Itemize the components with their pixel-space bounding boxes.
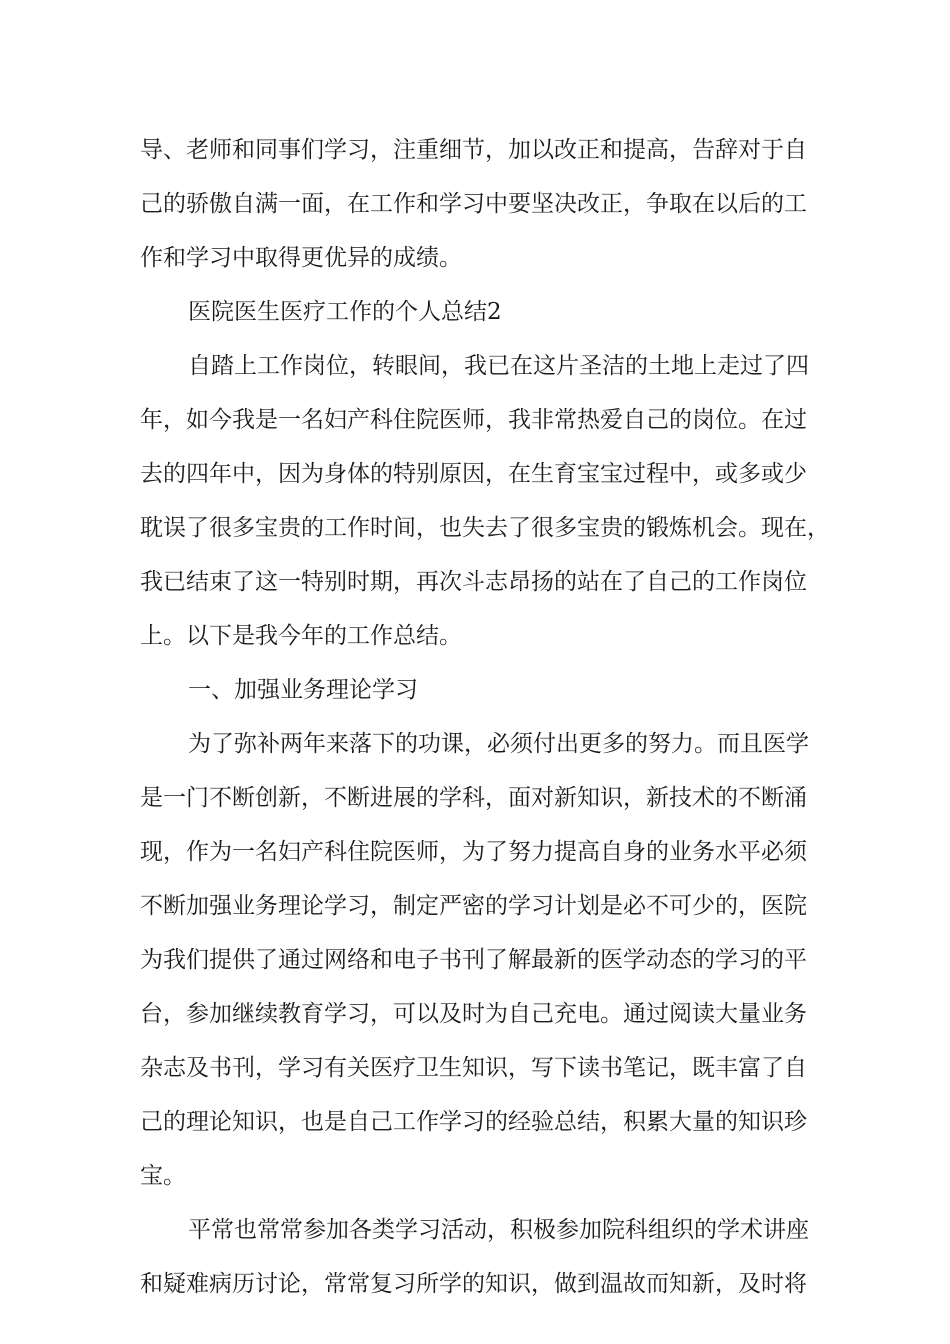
text-line: 去的四年中，因为身体的特别原因，在生育宝宝过程中，或多或少 — [140, 461, 807, 487]
text-line: 和疑难病历讨论，常常复习所学的知识，做到温故而知新，及时将 — [140, 1271, 807, 1297]
text-line: 作和学习中取得更优异的成绩。 — [140, 245, 462, 271]
text-line: 为我们提供了通过网络和电子书刊了解最新的医学动态的学习的平 — [140, 947, 807, 973]
text-line: 耽误了很多宝贵的工作时间，也失去了很多宝贵的锻炼机会。现在， — [140, 515, 830, 541]
text-line: 杂志及书刊，学习有关医疗卫生知识，写下读书笔记，既丰富了自 — [140, 1055, 807, 1081]
text-line: 导、老师和同事们学习，注重细节，加以改正和提高，告辞对于自 — [140, 137, 807, 163]
text-line: 是一门不断创新，不断进展的学科，面对新知识，新技术的不断涌 — [140, 785, 807, 811]
text-line: 平常也常常参加各类学习活动，积极参加院科组织的学术讲座 — [188, 1217, 809, 1243]
text-line: 上。以下是我今年的工作总结。 — [140, 623, 462, 649]
text-line: 我已结束了这一特别时期，再次斗志昂扬的站在了自己的工作岗位 — [140, 569, 807, 595]
text-line: 台，参加继续教育学习，可以及时为自己充电。通过阅读大量业务 — [140, 1001, 807, 1027]
section-heading: 医院医生医疗工作的个人总结2 — [188, 299, 502, 325]
text-line: 自踏上工作岗位，转眼间，我已在这片圣洁的土地上走过了四 — [188, 353, 809, 379]
text-line: 年，如今我是一名妇产科住院医师，我非常热爱自己的岗位。在过 — [140, 407, 807, 433]
text-line: 不断加强业务理论学习，制定严密的学习计划是必不可少的，医院 — [140, 893, 807, 919]
text-line: 己的骄傲自满一面，在工作和学习中要坚决改正，争取在以后的工 — [140, 191, 807, 217]
text-line: 己的理论知识，也是自己工作学习的经验总结，积累大量的知识珍 — [140, 1109, 807, 1135]
text-line: 为了弥补两年来落下的功课，必须付出更多的努力。而且医学 — [188, 731, 809, 757]
section-heading: 一、加强业务理论学习 — [188, 677, 418, 703]
text-line: 现，作为一名妇产科住院医师，为了努力提高自身的业务水平必须 — [140, 839, 807, 865]
text-line: 宝。 — [140, 1163, 186, 1189]
